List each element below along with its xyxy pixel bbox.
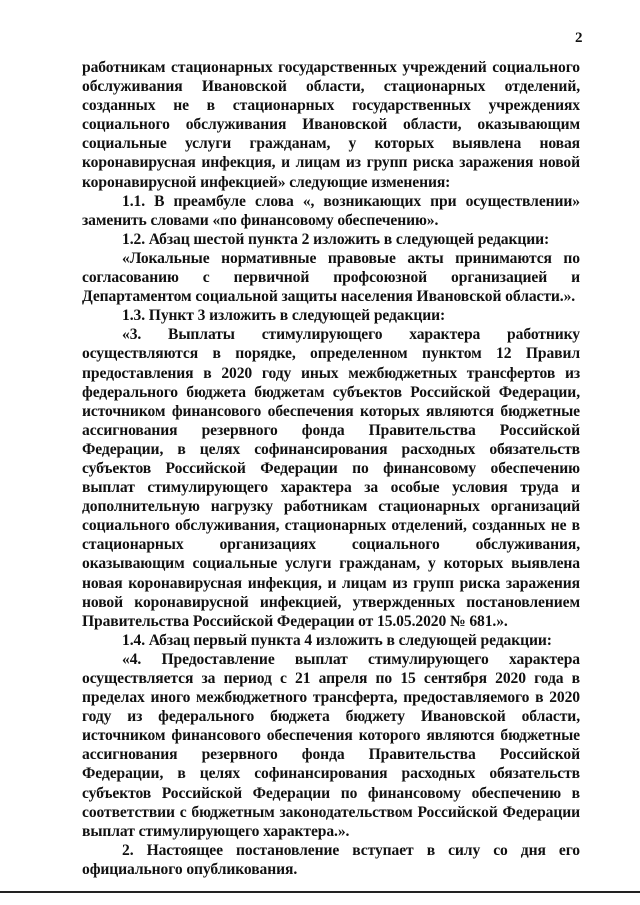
paragraph-2: 2. Настоящее постановление вступает в силу со дня его официального опубликования. <box>82 841 580 878</box>
paragraph-1-4: 1.4. Абзац первый пункта 4 изложить в следующей редакции: <box>122 631 552 649</box>
paragraph-continuation: работникам стационарных государственных учреждений социального обслуживания Ивановской области, стационарных отделений, созданных не в стационарных государственных учреждениях социального обслуживания Ивановской области, оказывающим социальные услуги гражданам, у которых выявлена новая коронавирусная инфекция, и лицам из групп риска заражения новой коронавирусной инфекцией» следующие изменения: <box>82 59 580 191</box>
paragraph-1-3: 1.3. Пункт 3 изложить в следующей редакции: <box>122 307 446 325</box>
page-number: 2 <box>575 30 583 46</box>
paragraph-1-2: 1.2. Абзац шестой пункта 2 изложить в следующей редакции: <box>122 230 550 248</box>
paragraph-1-3-quote: «3. Выплаты стимулирующего характера работнику осуществляются в порядке, определенном пунктом 12 Правил предоставления в 2020 году иных межбюджетных трансфертов из федерального бюджета бюджетам субъектов Российской Федерации, источником финансового обеспечения которых являются бюджетные ассигнования резервного фонда Правительства Российской Федерации, в целях софинансирования расходных обязательств субъектов Российской Федерации по финансовому обеспечению выплат стимулирующего характера за особые условия труда и дополнительную нагрузку работникам стационарных организаций социального обслуживания, стационарных отделений, созданных не в стационарных организациях социального обслуживания, оказывающим социальные услуги гражданам, у которых выявлена новая коронавирусная инфекция, и лицам из групп риска заражения новой коронавирусной инфекцией, утвержденных постановлением Правительства Российской Федерации от 15.05.2020 № 681.». <box>82 326 580 630</box>
page-bottom-rule <box>0 891 640 893</box>
paragraph-1-1: 1.1. В преамбуле слова «, возникающих при осуществлении» заменить словами «по финансовому обеспечению». <box>82 192 580 229</box>
document-body <box>82 58 580 879</box>
paragraph-1-4-quote: «4. Предоставление выплат стимулирующего характера осуществляется за период с 21 апреля по 15 сентября 2020 года в пределах иного межбюджетного трансферта, предоставляемого в 2020 году из федерального бюджета бюджету Ивановской области, источником финансового обеспечения которого являются бюджетные ассигнования резервного фонда Правительства Российской Федерации, в целях софинансирования расходных обязательств субъектов Российской Федерации по финансовому обеспечению в соответствии с бюджетным законодательством Российской Федерации выплат стимулирующего характера.». <box>82 650 580 840</box>
paragraph-1-2-quote: «Локальные нормативные правовые акты принимаются по согласованию с первичной профсоюзной организацией и Департаментом социальной защиты населения Ивановской области.». <box>82 249 580 306</box>
